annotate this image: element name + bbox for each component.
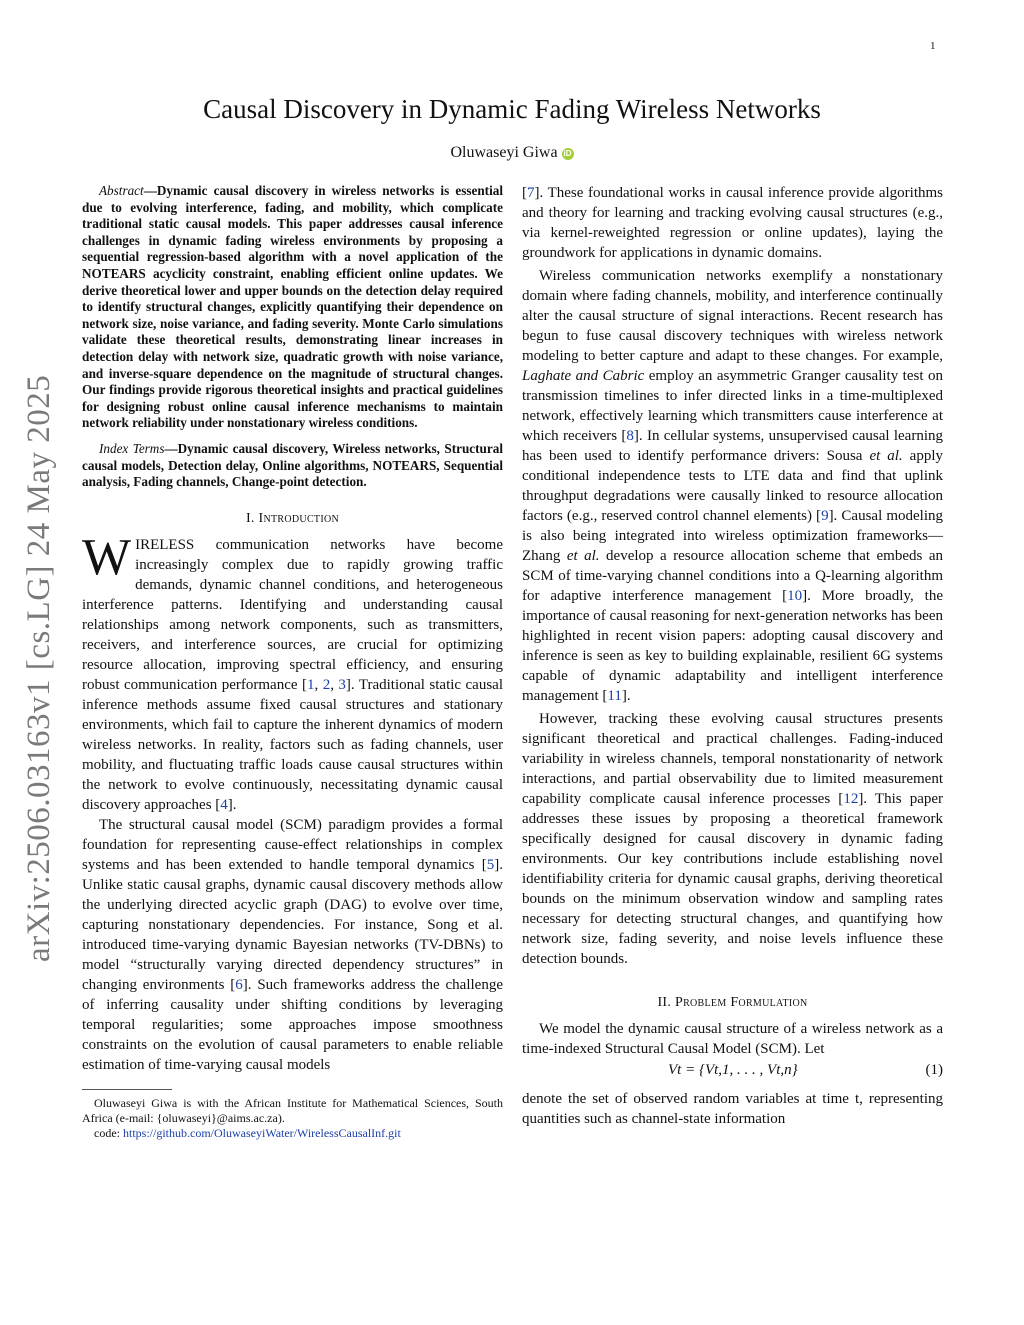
index-terms-label: Index Terms: [99, 440, 165, 456]
intro-paragraph-3: [7]. These foundational works in causal inference provide algorithms and theory for learning and tracking evolving causal structures (e.g., via kernel-reweighted regression or online updates), laying the groundwork for applications in dynamic domains.: [522, 185, 943, 261]
abstract-text: —Dynamic causal discovery in wireless networks is essential due to evolving interference, fading, and mobility, which complicate traditional static causal models. This paper addresses causal inference challenges in dynamic fading wireless environments by proposing a sequential regression-based algorithm with a novel application of the NOTEARS acyclicity constraint, enabling efficient online updates. We derive theoretical lower and upper bounds on the detection delay required to identify structural changes, explicitly quantifying their dependence on network size, noise variance, and fading severity. Monte Carlo simulations validate these theoretical results, demonstrating linear increases in detection delay with network size, quadratic growth with noise variance, and inverse-square dependence on the magnitude of structural changes. Our findings provide rigorous theoretical insights and practical guidelines for designing robust online causal inference mechanisms to maintain network reliability under nonstationary wireless conditions.: [82, 183, 503, 431]
drop-cap: W: [82, 528, 132, 586]
equation-expression: Vt = {Vt,1, . . . , Vt,n}: [668, 1062, 798, 1078]
equation-1: [522, 1059, 943, 1089]
citation-link[interactable]: 2: [322, 676, 331, 693]
code-repository-link[interactable]: https://github.com/OluwaseyiWater/WirelessCausalInf.git: [123, 1125, 401, 1140]
citation-link[interactable]: 5: [486, 856, 495, 873]
footnote-rule: [82, 1089, 172, 1090]
page-number: 1: [930, 40, 936, 52]
problem-paragraph-2: denote the set of observed random variables at time t, representing quantities such as channel-state information: [522, 1091, 943, 1127]
right-column: [522, 183, 943, 1129]
intro-paragraph-5: However, tracking these evolving causal structures presents significant theoretical and practical challenges. Fading-induced variability in wireless channels, temporal nonstationarity of network interactions, and partial observability due to limited measurement capability complicate causal inference processes [12]. This paper addresses these issues by proposing a theoretical framework specifically designed for causal discovery in dynamic fading environments. Our key contributions include establishing novel identifiability criteria for dynamic causal graphs, deriving theoretical bounds on the minimum observation window and sampling rates necessary for detecting structural changes, and quantifying how network size, fading severity, and noise levels influence these detection bounds.: [522, 711, 944, 967]
citation-link[interactable]: 7: [527, 185, 535, 201]
intro-paragraph-1: WIRELESS communication networks have become increasingly complex due to rapidly growing traffic demands, dynamic channel conditions, and heterogeneous interference patterns. Identifying and understanding causal relationships among network components, such as transmitters, receivers, and interference sources, are crucial for optimizing resource allocation, improving spectral efficiency, and ensuring robust communication performance [1, 2, 3]. Traditional static causal inference methods assume fixed causal structures and stationary environments, which fail to capture the inherent dynamics of modern wireless networks. In reality, factors such as fading channels, user mobility, and fluctuating traffic loads cause causal structures within the network to evolve continuously, necessitating dynamic causal discovery approaches [4].: [82, 528, 504, 813]
index-terms-text: —Dynamic causal discovery, Wireless networks, Structural causal models, Detection delay, Online algorithms, NOTEARS, Sequential analysis, Fading channels, Change-point detection.: [82, 440, 503, 490]
intro-paragraph-2: The structural causal model (SCM) paradigm provides a formal foundation for representing cause-effect relationships in complex systems and has been extended to handle temporal dynamics [5]. Unlike static causal graphs, dynamic causal discovery methods allow the underlying directed acyclic graph (DAG) to evolve over time, capturing nonstationary dependencies. For instance, Song et al. introduced time-varying dynamic Bayesian networks (TV-DBNs) to model “structurally varying directed dependency structures” in changing environments [6]. Such frameworks address the challenge of inferring causality under shifting conditions by leveraging temporal regularities; some approaches impose smoothness constraints on the evolution of causal parameters to enable reliable estimation of time-varying causal models: [82, 816, 503, 1073]
abstract-label: Abstract: [99, 183, 144, 198]
arxiv-stamp: arXiv:2506.03163v1 [cs.LG] 24 May 2025: [21, 374, 57, 962]
citation-link[interactable]: 8: [626, 428, 634, 444]
citation-link[interactable]: 6: [235, 976, 243, 993]
section-heading-introduction: I. Introduction: [245, 510, 340, 526]
citation-link[interactable]: 11: [607, 688, 622, 704]
citation-link[interactable]: 10: [787, 588, 803, 604]
abstract: [82, 183, 503, 432]
author-name: Oluwaseyi Giwa: [450, 144, 558, 161]
paper-title: Causal Discovery in Dynamic Fading Wireless Networks: [203, 94, 821, 124]
equation-number: (1): [925, 1062, 943, 1078]
footnote-affiliation: Oluwaseyi Giwa is with the African Institute for Mathematical Sciences, South Africa (e-mail: {oluwaseyi}@aims.ac.za).: [82, 1095, 503, 1125]
citation-link[interactable]: 9: [821, 508, 829, 524]
left-column: [82, 183, 503, 1141]
author-line: [0, 144, 1024, 162]
orcid-icon[interactable]: iD: [563, 149, 572, 158]
intro-paragraph-4: Wireless communication networks exemplify a nonstationary domain where fading channels, mobility, and interference continually alter the causal structure of signal interactions. Recent research has begun to fuse causal discovery techniques with wireless network modeling to better capture and adapt to these changes. For example, Laghate and Cabric employ an asymmetric Granger causality test on transmission timelines to infer directed links in a time-multiplexed network, effectively learning which transmitters cause interference at which receivers [8]. In cellular systems, unsupervised causal learning has been used to identify performance drivers: Sousa et al. apply conditional independence tests to LTE data and find that uplink throughput degradations were causally linked to resource allocation factors (e.g., reserved control channel elements) [9]. Causal modeling is also being integrated into wireless optimization frameworks—Zhang et al. develop a resource allocation scheme that embeds an SCM of time-varying channel conditions into a Q-learning algorithm for adaptive interference management [10]. More broadly, the importance of causal reasoning for next-generation networks has been highlighted in recent vision papers: adopting causal discovery and inference is seen as key to building explainable, resilient 6G systems capable of dynamic adaptability and intelligent interference management [11].: [522, 268, 943, 704]
section-heading-problem-formulation: II. Problem Formulation: [657, 995, 808, 1010]
citation-link[interactable]: 1: [306, 676, 315, 693]
citation-link[interactable]: 3: [338, 676, 346, 693]
footnote-code: code: https://github.com/OluwaseyiWater/WirelessCausalInf.git: [94, 1125, 401, 1140]
citation-link[interactable]: 4: [220, 796, 228, 813]
problem-paragraph-1: We model the dynamic causal structure of a wireless network as a time-indexed Structural Causal Model (SCM). Let: [522, 1021, 943, 1057]
index-terms: [82, 441, 503, 491]
citation-link[interactable]: 12: [843, 791, 859, 807]
